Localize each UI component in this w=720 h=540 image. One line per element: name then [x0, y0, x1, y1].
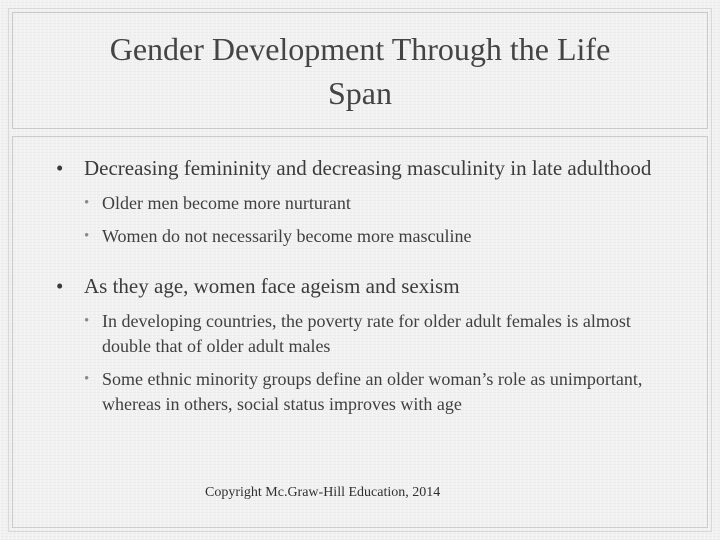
slide-title: Gender Development Through the Life Span — [109, 30, 611, 111]
title-box — [12, 12, 708, 129]
sub-bullet-dot-icon: • — [84, 371, 90, 387]
sub-bullet-text: Older men become more nurturant — [102, 193, 351, 213]
copyright-footer: Copyright Mc.Graw-Hill Education, 2014 — [205, 485, 441, 500]
sub-bullet-dot-icon: • — [84, 313, 90, 329]
bullet-text: Decreasing femininity and decreasing masculinity in late adulthood — [84, 156, 652, 180]
sub-bullet-text: In developing countries, the poverty rate for older adult females is almost double that of older adult males — [102, 311, 631, 356]
sub-bullet-dot-icon: • — [84, 195, 90, 211]
bullet-text: As they age, women face ageism and sexism — [84, 274, 460, 298]
bullet-item-2 — [48, 272, 678, 301]
bullet-item-1 — [48, 154, 678, 183]
sub-bullet-item-1-2 — [48, 224, 678, 249]
sub-bullet-text: Women do not necessarily become more masculine — [102, 226, 472, 246]
sub-bullet-text: Some ethnic minority groups define an older woman’s role as unimportant, whereas in others, social status improves with age — [102, 369, 643, 414]
sub-bullet-item-2-1 — [48, 309, 678, 359]
sub-bullet-item-2-2 — [48, 367, 678, 417]
sub-bullet-dot-icon: • — [84, 228, 90, 244]
bullet-dot-icon: • — [56, 156, 64, 180]
bullet-list — [48, 154, 678, 417]
bullet-dot-icon: • — [56, 274, 64, 298]
sub-bullet-item-1-1 — [48, 191, 678, 216]
